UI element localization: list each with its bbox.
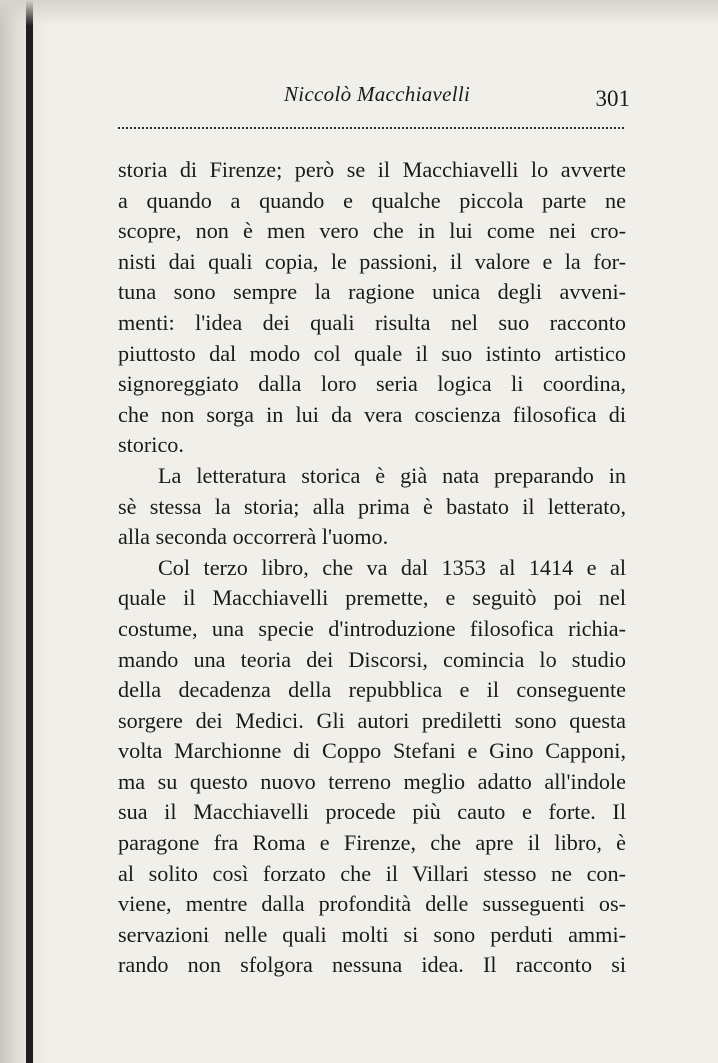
page-header (110, 80, 630, 120)
running-title: Niccolò Macchiavelli (284, 82, 471, 106)
text-line: servazioni nelle quali molti si sono perduti ammi- (118, 921, 626, 947)
text-line: viene, mentre dalla profondità delle susseguenti os- (118, 891, 626, 917)
text-line: ma su questo nuovo terreno meglio adatto all'indole (118, 768, 626, 794)
paragraph-first-line: La letteratura storica è già nata preparando in (158, 462, 626, 488)
book-binding-edge (26, 0, 33, 1063)
body-text (118, 155, 626, 981)
header-dotted-rule (118, 127, 624, 129)
text-line: rando non sfolgora nessuna idea. Il racconto si (118, 952, 626, 978)
text-line: alla seconda occorrerà l'uomo. (118, 524, 389, 550)
text-line: storico. (118, 432, 184, 458)
text-line: storia di Firenze; però se il Macchiavelli lo avverte (118, 157, 626, 182)
text-line: scopre, non è men vero che in lui come nei cro- (118, 218, 626, 244)
text-line: sua il Macchiavelli procede più cauto e forte. Il (118, 799, 626, 825)
text-line: della decadenza della repubblica e il conseguente (118, 677, 626, 703)
text-line: nisti dai quali copia, le passioni, il valore e la for- (118, 248, 626, 274)
text-line: piuttosto dal modo col quale il suo istinto artistico (118, 340, 626, 366)
text-line: quale il Macchiavelli premette, e seguitò poi nel (118, 585, 626, 611)
text-line: costume, una specie d'introduzione filosofica richia- (118, 615, 626, 641)
paragraph-first-line: Col terzo libro, che va dal 1353 al 1414 e al (158, 554, 626, 580)
text-line: menti: l'idea dei quali risulta nel suo racconto (118, 309, 626, 335)
page-number: 301 (595, 86, 630, 111)
text-line: che non sorga in lui da vera coscienza filosofica di (118, 401, 626, 427)
text-line: volta Marchionne di Coppo Stefani e Gino Capponi, (118, 738, 626, 764)
text-line: paragone fra Roma e Firenze, che apre il libro, è (118, 830, 626, 856)
text-line: sè stessa la storia; alla prima è bastato il letterato, (118, 493, 626, 519)
text-line: sorgere dei Medici. Gli autori prediletti sono questa (118, 707, 626, 733)
text-line: signoreggiato dalla loro seria logica li coordina, (118, 371, 626, 397)
text-line: al solito così forzato che il Villari stesso ne con- (118, 860, 626, 886)
top-shadow (0, 0, 718, 26)
text-line: tuna sono sempre la ragione unica degli avveni- (118, 279, 626, 305)
text-line: a quando a quando e qualche piccola parte ne (118, 187, 626, 213)
text-line: mando una teoria dei Discorsi, comincia lo studio (118, 646, 626, 672)
